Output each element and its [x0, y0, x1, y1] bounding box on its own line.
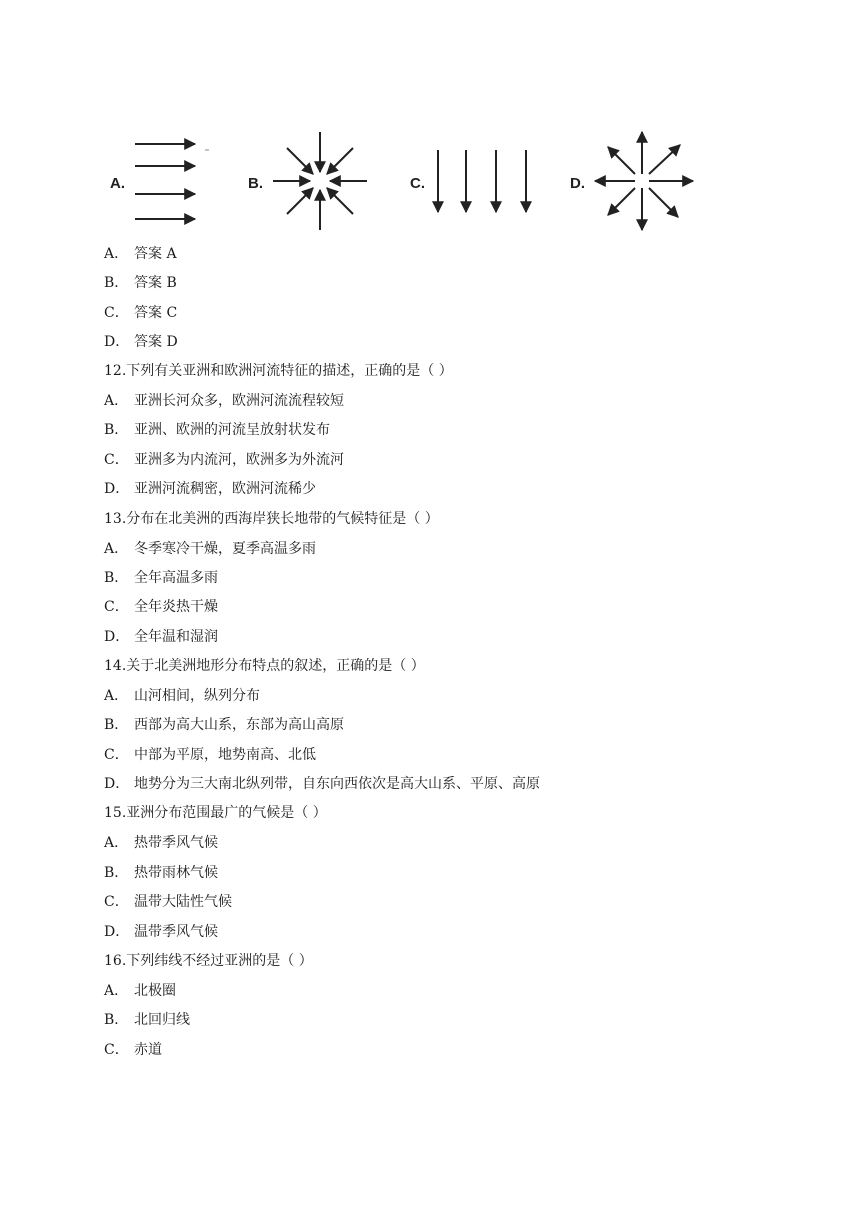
- option-text: 全年炎热干燥: [134, 599, 218, 615]
- q12-stem: 12.下列有关亚洲和欧洲河流特征的描述，正确的是（ ）: [104, 363, 453, 379]
- option-letter: C．: [104, 599, 129, 615]
- q13-option-a[interactable]: [104, 540, 316, 558]
- figure-label-a: A.: [110, 175, 125, 192]
- option-text: 亚洲河流稠密，欧洲河流稀少: [134, 481, 316, 497]
- option-text: 答案 C: [134, 305, 178, 321]
- figure-label-c: C.: [410, 175, 425, 192]
- diagram-c-downward-arrows: [438, 150, 526, 212]
- figure-label-b: B.: [248, 175, 263, 192]
- q14-option-a[interactable]: [104, 687, 260, 705]
- option-letter: A．: [104, 983, 129, 999]
- option-letter: C．: [104, 1042, 129, 1058]
- q15-option-a[interactable]: [104, 834, 218, 852]
- option-letter: A．: [104, 688, 129, 704]
- q11-option-c[interactable]: [104, 304, 177, 322]
- option-text: 全年高温多雨: [134, 570, 218, 586]
- q11-option-a[interactable]: [104, 245, 177, 263]
- option-text: 热带雨林气候: [134, 865, 218, 881]
- option-letter: B．: [104, 1012, 129, 1028]
- q14-option-d[interactable]: [104, 775, 540, 793]
- option-letter: B．: [104, 422, 129, 438]
- q12-option-a[interactable]: [104, 392, 344, 410]
- q15-stem: 15.亚洲分布范围最广的气候是（ ）: [104, 805, 327, 821]
- diagram-d-radiating-arrows: [595, 132, 693, 230]
- q12-option-b[interactable]: [104, 421, 330, 439]
- option-letter: A．: [104, 393, 129, 409]
- diagram-b-converging-arrows: [273, 132, 367, 230]
- option-text: 答案 A: [134, 246, 177, 262]
- option-letter: D．: [104, 334, 130, 350]
- option-letter: B．: [104, 717, 129, 733]
- option-letter: A．: [104, 541, 129, 557]
- option-text: 赤道: [134, 1042, 162, 1058]
- option-text: 温带季风气候: [134, 924, 218, 940]
- option-letter: D．: [104, 924, 130, 940]
- arrow-diagrams: [105, 124, 705, 236]
- river-pattern-figure: [105, 124, 705, 236]
- option-text: 热带季风气候: [134, 835, 218, 851]
- option-letter: A．: [104, 246, 129, 262]
- option-text: 中部为平原，地势南高、北低: [134, 747, 316, 763]
- q14-option-b[interactable]: [104, 716, 344, 734]
- option-letter: B．: [104, 275, 129, 291]
- option-text: 北极圈: [134, 983, 176, 999]
- option-text: 亚洲、欧洲的河流呈放射状发布: [134, 422, 330, 438]
- q11-option-d[interactable]: [104, 333, 178, 351]
- option-text: 北回归线: [134, 1012, 190, 1028]
- option-letter: A．: [104, 835, 129, 851]
- q13-option-d[interactable]: [104, 628, 218, 646]
- option-letter: C．: [104, 305, 129, 321]
- option-letter: C．: [104, 452, 129, 468]
- option-letter: B．: [104, 570, 129, 586]
- option-letter: C．: [104, 747, 129, 763]
- option-letter: C．: [104, 894, 129, 910]
- option-text: 答案 D: [134, 334, 178, 350]
- q13-option-b[interactable]: [104, 569, 218, 587]
- option-letter: D．: [104, 481, 130, 497]
- q12-option-d[interactable]: [104, 480, 316, 498]
- q14-option-c[interactable]: [104, 746, 316, 764]
- option-text: 答案 B: [134, 275, 177, 291]
- figure-label-d: D.: [570, 175, 585, 192]
- diagram-a-parallel-arrows: [135, 144, 195, 219]
- q15-option-d[interactable]: [104, 923, 218, 941]
- q16-option-c[interactable]: [104, 1041, 162, 1059]
- option-text: 亚洲长河众多，欧洲河流流程较短: [134, 393, 344, 409]
- option-letter: D．: [104, 629, 130, 645]
- option-text: 冬季寒冷干燥，夏季高温多雨: [134, 541, 316, 557]
- option-text: 地势分为三大南北纵列带，自东向西依次是高大山系、平原、高原: [134, 776, 540, 792]
- option-text: 亚洲多为内流河，欧洲多为外流河: [134, 452, 344, 468]
- q16-option-b[interactable]: [104, 1011, 190, 1029]
- q12-option-c[interactable]: [104, 451, 344, 469]
- q15-option-c[interactable]: [104, 893, 232, 911]
- option-text: 温带大陆性气候: [134, 894, 232, 910]
- option-letter: D．: [104, 776, 130, 792]
- q11-option-b[interactable]: [104, 274, 177, 292]
- q13-option-c[interactable]: [104, 598, 218, 616]
- option-text: 全年温和湿润: [134, 629, 218, 645]
- q16-option-a[interactable]: [104, 982, 176, 1000]
- option-letter: B．: [104, 865, 129, 881]
- q16-stem: 16.下列纬线不经过亚洲的是（ ）: [104, 953, 313, 969]
- option-text: 山河相间，纵列分布: [134, 688, 260, 704]
- q14-stem: 14.关于北美洲地形分布特点的叙述，正确的是（ ）: [104, 658, 425, 674]
- q13-stem: 13.分布在北美洲的西海岸狭长地带的气候特征是（ ）: [104, 511, 439, 527]
- q15-option-b[interactable]: [104, 864, 218, 882]
- option-text: 西部为高大山系，东部为高山高原: [134, 717, 344, 733]
